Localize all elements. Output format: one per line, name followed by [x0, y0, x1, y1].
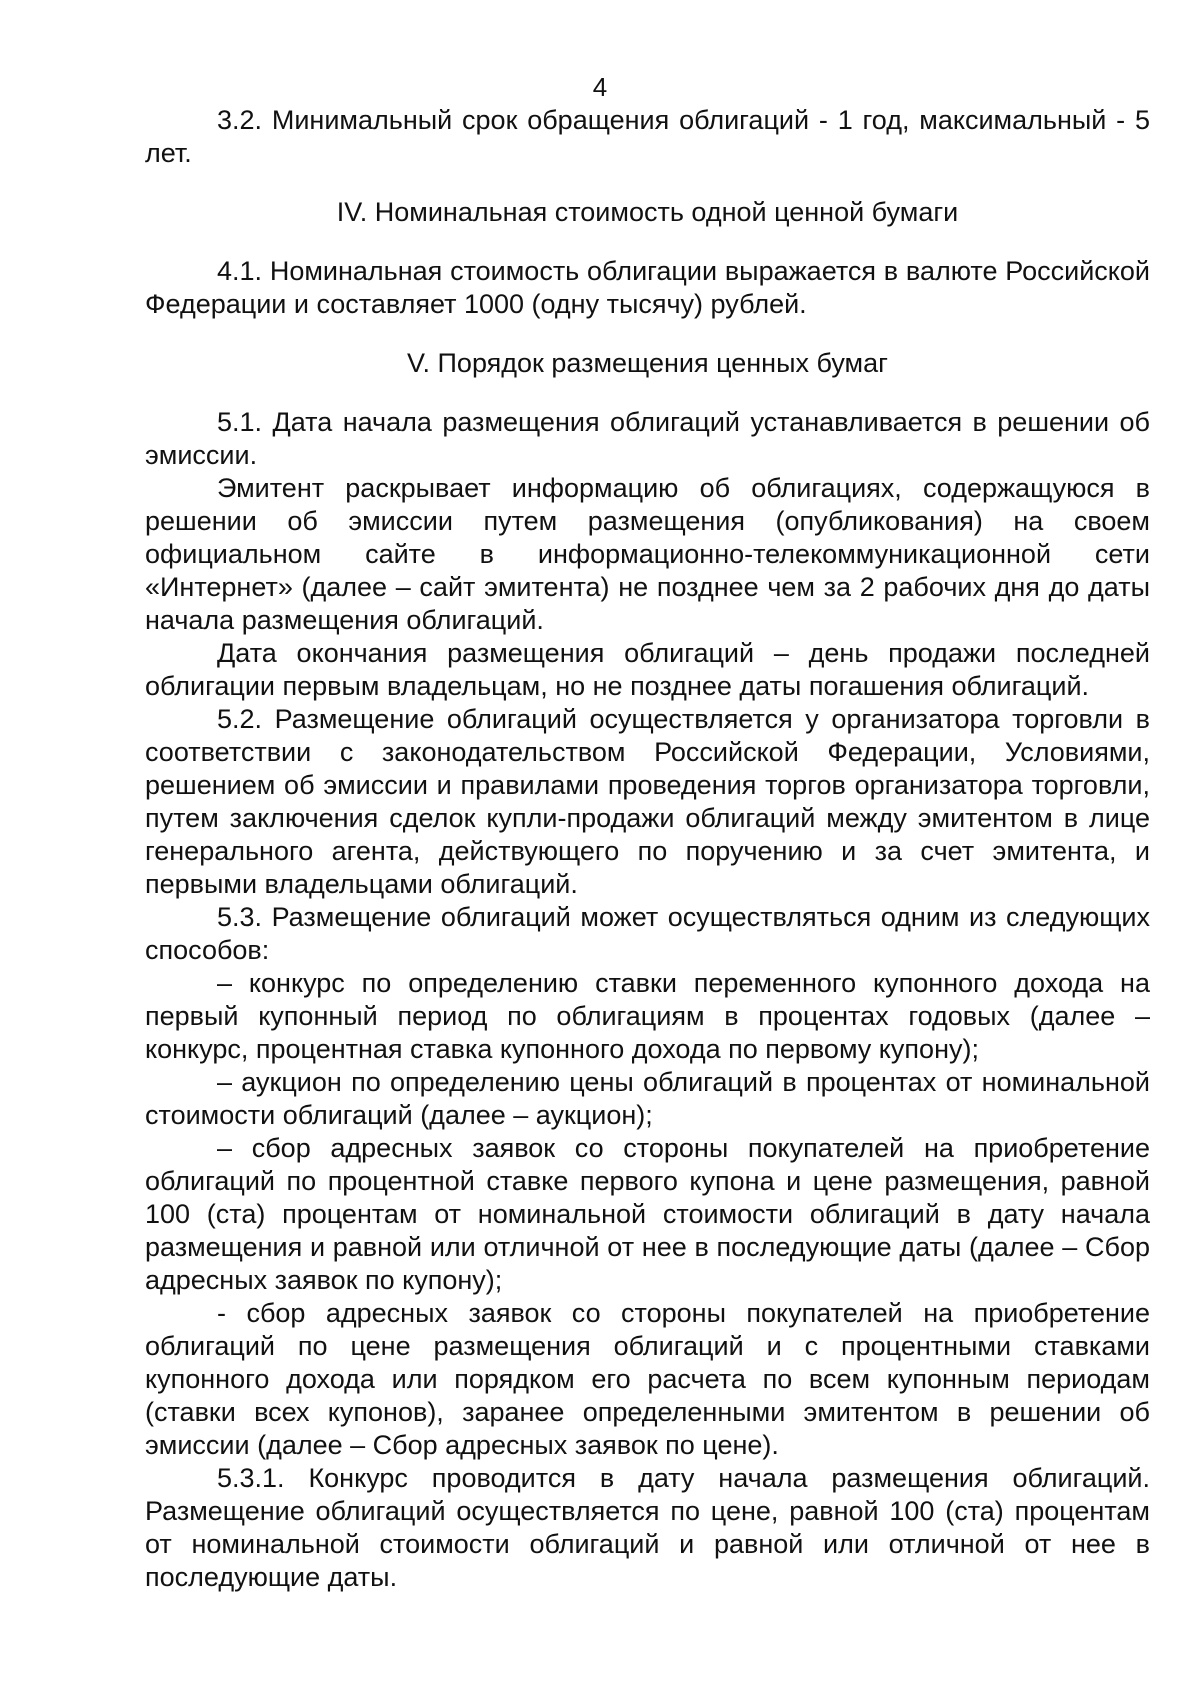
page-number: 4	[592, 72, 608, 102]
document-body	[145, 104, 1150, 1594]
section-heading-iv: IV. Номинальная стоимость одной ценной бумаги	[336, 197, 959, 227]
list-item-auction: – аукцион по определению цены облигаций в процентах от номинальной стоимости облигаций (далее – аукцион);	[145, 1067, 1150, 1130]
paragraph-5-1: 5.1. Дата начала размещения облигаций устанавливается в решении об эмиссии.	[145, 407, 1150, 470]
paragraph-5-1-end-date: Дата окончания размещения облигаций – день продажи последней облигации первым владельцам, но не позднее даты погашения облигаций.	[145, 638, 1150, 701]
paragraph-5-3-1: 5.3.1. Конкурс проводится в дату начала размещения облигаций. Размещение облигаций осуществляется по цене, равной 100 (ста) процентам от номинальной стоимости облигаций и равной или отличной от нее в последующие даты.	[145, 1463, 1150, 1592]
paragraph-5-3: 5.3. Размещение облигаций может осуществляться одним из следующих способов:	[145, 902, 1150, 965]
list-item-orders-by-coupon: – сбор адресных заявок со стороны покупателей на приобретение облигаций по процентной ставке первого купона и цене размещения, равной 100 (ста) процентам от номинальной стоимости облигаций в дату начала размещения и равной или отличной от нее в последующие даты (далее – Сбор адресных заявок по купону);	[145, 1133, 1150, 1295]
list-item-orders-by-price: - сбор адресных заявок со стороны покупателей на приобретение облигаций по цене размещения облигаций и с процентными ставками купонного дохода или порядком его расчета по всем купонным периодам (ставки всех купонов), заранее определенными эмитентом в решении об эмиссии (далее – Сбор адресных заявок по цене).	[145, 1298, 1150, 1460]
paragraph-3-2: 3.2. Минимальный срок обращения облигаций - 1 год, максимальный - 5 лет.	[145, 105, 1150, 168]
paragraph-5-1-disclosure: Эмитент раскрывает информацию об облигациях, содержащуюся в решении об эмиссии путем размещения (опубликования) на своем официальном сайте в информационно-телекоммуникационной сети «Интернет» (далее – сайт эмитента) не позднее чем за 2 рабочих дня до даты начала размещения облигаций.	[145, 473, 1150, 635]
list-item-contest: – конкурс по определению ставки переменного купонного дохода на первый купонный период по облигациям в процентах годовых (далее – конкурс, процентная ставка купонного дохода по первому купону);	[145, 968, 1150, 1064]
paragraph-5-2: 5.2. Размещение облигаций осуществляется у организатора торговли в соответствии с законодательством Российской Федерации, Условиями, решением об эмиссии и правилами проведения торгов организатора торговли, путем заключения сделок купли-продажи облигаций между эмитентом в лице генерального агента, действующего по поручению и за счет эмитента, и первыми владельцами облигаций.	[145, 704, 1150, 899]
section-heading-v: V. Порядок размещения ценных бумаг	[406, 348, 888, 378]
paragraph-4-1: 4.1. Номинальная стоимость облигации выражается в валюте Российской Федерации и составляет 1000 (одну тысячу) рублей.	[145, 256, 1150, 319]
